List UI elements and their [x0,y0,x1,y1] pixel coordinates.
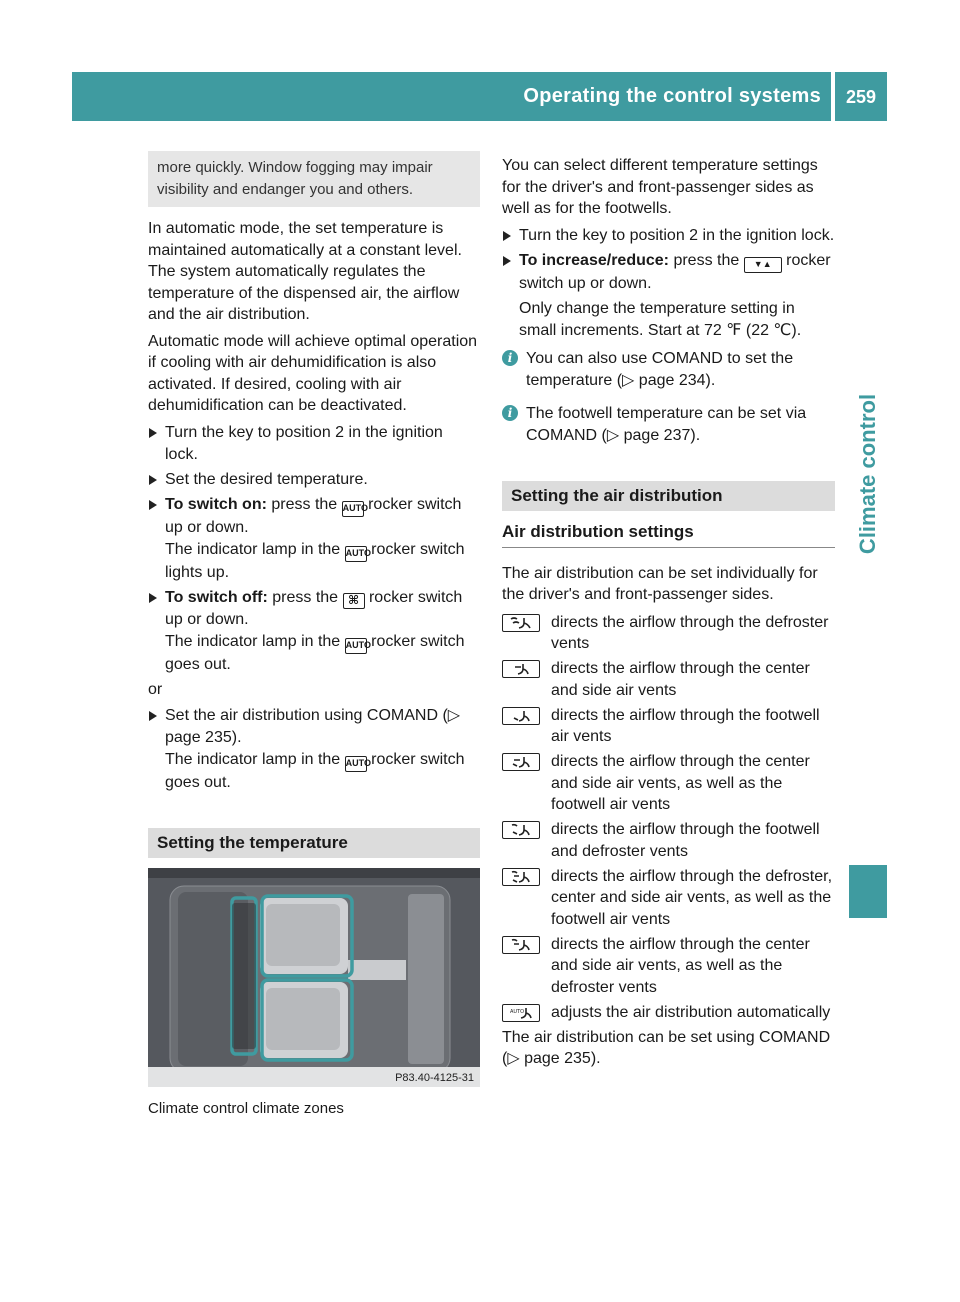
info-text: You can also use COMAND to set the temperature (▷ page 234). [526,349,794,389]
fan-button-icon: ⌘ [343,593,365,609]
step-arrow-icon [149,475,157,485]
step-text: Turn the key to position 2 in the ignition lock. [165,423,443,463]
step-bold: To switch on: [165,495,267,513]
step-text: rocker switch goes out. [165,751,465,791]
step-text: rocker switch lights up. [165,540,465,581]
step-text: Set the desired temperature. [165,470,368,488]
info-text: The footwell temperature can be set via COMAND (▷ page 237). [526,404,807,444]
center-side-airflow-icon [502,660,540,678]
dist-row-all [502,866,835,931]
para-temperature-settings: You can select different temperature settings for the driver's and front-passenger sides as well as for the footwells. [502,157,818,217]
defroster-airflow-icon [502,614,540,632]
section-heading-temperature: Setting the temperature [148,828,480,858]
step-arrow-icon [149,428,157,438]
subheading-air-distribution-settings: Air distribution settings [502,522,835,548]
dist-text: directs the airflow through the defroster vents [551,613,829,652]
step-bold: To increase/reduce: [519,251,669,269]
step-text: rocker switch up or down. [165,495,462,536]
left-column [148,151,480,1117]
step-arrow-icon [503,231,511,241]
step-subtext [165,631,480,676]
step-text: press the [271,495,338,513]
dist-text: adjusts the air distribution automatically [551,1003,831,1021]
dist-row-auto [502,1002,835,1024]
info-icon: i [502,405,518,421]
center-defroster-airflow-icon [502,936,540,954]
step-switch-on [148,494,480,584]
step-text: Turn the key to position 2 in the ignition lock. [519,226,835,244]
para-air-comand: The air distribution can be set using COMAND (▷ page 235). [502,1028,831,1067]
dist-row-footwell [502,705,835,748]
step-text: The indicator lamp in the [165,632,341,650]
step-text: press the [673,251,740,269]
step-text: rocker switch up or down. [165,588,463,628]
step-subtext [165,539,480,584]
dist-text: directs the airflow through the center and side air vents [551,660,810,699]
all-vents-airflow-icon [502,868,540,886]
auto-button-icon: AUTO [342,501,364,517]
step-text: Set the air distribution using COMAND (▷ page 235). [165,707,461,746]
step-text: The indicator lamp in the [165,751,341,768]
dist-row-center-side [502,658,835,701]
figure-label: P83.40-4125-31 [395,1072,474,1084]
side-tab-label: Climate control [855,393,880,555]
step-text: The indicator lamp in the [165,540,341,558]
info-icon: i [502,350,518,366]
side-tab-block [849,865,887,918]
step-text: rocker switch up or down. [519,251,831,292]
step-text: press the [272,588,339,606]
or-text: or [148,680,163,698]
step-arrow-icon [149,711,157,721]
dist-text: directs the airflow through the center and side air vents, as well as the footwell air vents [551,753,810,813]
step-turn-key-right [502,225,835,247]
para-air-distribution: The air distribution can be set individually for the driver's and front-passenger sides. [502,564,818,603]
dist-text: directs the airflow through the footwell and defroster vents [551,821,820,860]
dist-row-center-defroster [502,934,835,999]
dist-text: directs the airflow through the defroster, center and side air vents, as well as the footwell air vents [551,867,833,928]
para-automatic-mode: In automatic mode, the set temperature is maintained automatically at a constant level. The system automatically regulates the temperature of the dispensed air, the airflow and the air distribution. [148,220,462,323]
dist-text: directs the airflow through the center and side air vents, as well as the defroster vents [551,935,810,996]
step-turn-key [148,422,480,466]
step-arrow-icon [149,593,157,603]
step-subtext: Only change the temperature setting in small increments. Start at 72 ℉ (22 ℃). [519,299,802,339]
car-topview-illustration [148,868,480,1087]
step-arrow-icon [149,500,157,510]
dist-row-defroster [502,612,835,655]
step-increase-reduce [502,250,835,342]
right-column [502,155,835,1075]
temperature-rocker-icon: ▼▲ [744,257,782,273]
step-bold: To switch off: [165,588,268,606]
climate-zones-figure [148,868,480,1087]
dist-row-footwell-defroster [502,819,835,862]
svg-text:AUTO: AUTO [510,1008,525,1015]
auto-distribution-icon [502,1004,540,1022]
figure-caption: Climate control climate zones [148,1100,344,1117]
step-set-temperature [148,469,480,491]
info-note-footwell [502,403,835,447]
step-arrow-icon [503,256,511,266]
footwell-airflow-icon [502,707,540,725]
step-set-air-distribution [148,705,480,794]
step-subtext [165,749,480,794]
auto-button-icon: AUTO [345,756,367,772]
header-bar [72,72,831,121]
section-heading-air-distribution: Setting the air distribution [502,481,835,511]
step-switch-off [148,587,480,676]
info-note-comand-temperature [502,348,835,392]
footwell-defroster-airflow-icon [502,821,540,839]
page-number: 259 [835,72,887,121]
auto-button-icon: AUTO [345,546,367,562]
auto-button-icon: AUTO [345,638,367,654]
center-footwell-airflow-icon [502,753,540,771]
warning-box: more quickly. Window fogging may impair visibility and endanger you and others. [148,151,480,207]
para-optimal-operation: Automatic mode will achieve optimal operation if cooling with air dehumidification is also activated. If desired, cooling with air dehumidification can be deactivated. [148,332,478,414]
dist-text: directs the airflow through the footwell air vents [551,706,820,745]
step-text: rocker switch goes out. [165,632,465,673]
page-header-title: Operating the control systems [523,85,821,107]
dist-row-center-footwell [502,751,835,816]
